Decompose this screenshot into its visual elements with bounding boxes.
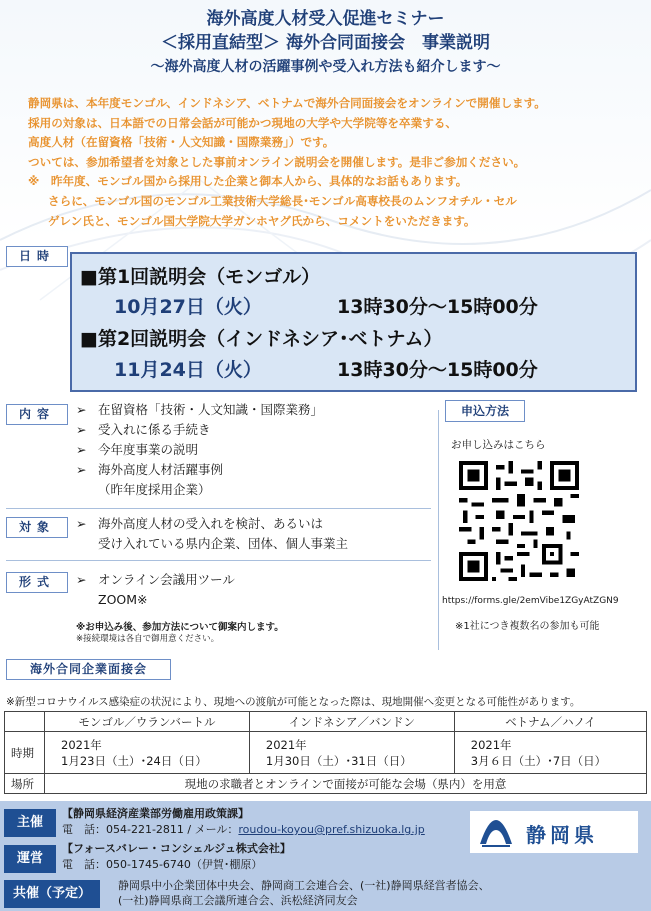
list-item: ➢ 受入れに係る手続き (76, 420, 323, 440)
qr-code-icon[interactable] (459, 461, 579, 581)
session2-title: ■第2回説明会（インドネシア･ベトナム） (80, 328, 443, 350)
divider (6, 508, 431, 509)
format-label: 形式 (6, 572, 68, 593)
schedule-box (70, 252, 637, 392)
list-item: ➢ 海外高度人材活躍事例 (76, 460, 323, 480)
apply-label: 申込方法 (445, 400, 525, 422)
arrow-bullet-icon: ➢ (76, 572, 87, 587)
list-item-note: （昨年度採用企業） (98, 482, 211, 497)
intro-line: ゲレン氏と、モンゴル国大学院大学ガンホヤグ氏から、コメントをいただきます。 (48, 213, 476, 228)
table-header: ベトナム／ハノイ (454, 712, 646, 732)
apply-note: ※1社につき複数名の参加も可能 (455, 621, 600, 632)
interview-label: 海外合同企業面接会 (6, 659, 171, 680)
seminar-tagline: ～海外高度人材の活躍事例や受入れ方法も紹介します～ (150, 59, 501, 75)
intro-line: 静岡県は、本年度モンゴル、インドネシア、ベトナムで海外合同面接会をオンラインで開催します。 (28, 96, 546, 110)
table-cell: 現地の求職者とオンラインで面接が可能な会場（県内）を用意 (45, 774, 647, 794)
operator-label: 運営 (4, 845, 56, 873)
seminar-subtitle: ＜採用直結型＞ 海外合同面接会 事業説明 (161, 33, 490, 53)
format-text: ➢ オンライン会議用ツール ZOOM※ (76, 572, 235, 607)
table-header: インドネシア／バンドン (249, 712, 454, 732)
vertical-divider (438, 410, 439, 650)
table-cell: 2021年 1月30日（土）･31日（日） (249, 732, 454, 774)
session1-title: ■第1回説明会（モンゴル） (80, 266, 321, 288)
arrow-bullet-icon: ➢ (76, 402, 87, 417)
prefecture-logo (470, 811, 638, 853)
shizuoka-emblem-icon (476, 816, 516, 848)
list-item: ➢ 在留資格「技術・人文知識・国際業務」 (76, 400, 323, 420)
apply-url-link[interactable]: https://forms.gle/2emVibe1ZGyAtZGN9 (442, 596, 619, 606)
host-label: 主催 (4, 809, 56, 837)
logo-text: 静岡県 (526, 823, 598, 847)
session2-time: 13時30分～15時00分 (337, 359, 538, 381)
content-list (76, 400, 323, 500)
target-text: ➢ 海外高度人材の受入れを検討、あるいは 受け入れている県内企業、団体、個人事業主 (76, 516, 349, 551)
format-note-2: ※接続環境は各自で御用意ください。 (76, 634, 220, 644)
list-item: ➢ 今年度事業の説明 (76, 440, 323, 460)
interview-note: ※新型コロナウイルス感染症の状況により、現地への渡航が可能となった際は、現地開催へ変更となる可能性があります。 (6, 696, 581, 708)
divider (6, 560, 431, 561)
table-row (5, 712, 647, 732)
host-name: 【静岡県経済産業部労働雇用政策課】 (62, 807, 249, 820)
intro-line: 採用の対象は、日本語での日常会話が可能かつ現地の大学や大学院等を卒業する、 (28, 115, 457, 130)
host-email-link[interactable]: roudou-koyou@pref.shizuoka.lg.jp (238, 823, 425, 836)
session2-date: 11月24日（火） (114, 359, 262, 381)
row-label: 時期 (5, 732, 45, 774)
apply-text: お申し込みはこちら (451, 439, 546, 451)
arrow-bullet-icon: ➢ (76, 442, 87, 457)
table-row (5, 732, 647, 774)
arrow-bullet-icon: ➢ (76, 516, 87, 531)
session1-time: 13時30分～15時00分 (337, 296, 538, 318)
format-note-1: ※お申込み後、参加方法について御案内します。 (76, 622, 284, 633)
table-cell (5, 712, 45, 732)
arrow-bullet-icon: ➢ (76, 462, 87, 477)
content-label: 内容 (6, 404, 68, 425)
table-cell: 2021年 1月23日（土）･24日（日） (45, 732, 250, 774)
operator-name: 【フォースバレー・コンシェルジュ株式会社】 (62, 842, 291, 855)
cosponsor-label: 共催（予定） (4, 880, 100, 908)
interview-table (4, 711, 647, 794)
host-contact: 電 話：054-221-2811 / メール：roudou-koyou@pref.shizuoka.lg.jp (62, 823, 425, 836)
table-row (5, 774, 647, 794)
session1-date: 10月27日（火） (114, 296, 262, 318)
schedule-label: 日時 (6, 246, 68, 267)
intro-line: ついては、参加希望者を対象とした事前オンライン説明会を開催します。是非ご参加ください。 (28, 154, 526, 169)
arrow-bullet-icon: ➢ (76, 422, 87, 437)
table-header: モンゴル／ウランバートル (45, 712, 250, 732)
intro-line: さらに、モンゴル国のモンゴル工業技術大学総長･モンゴル高専校長のムンフオチル・セル (48, 193, 517, 208)
intro-line: 高度人材（在留資格「技術・人文知識・国際業務」）です。 (28, 135, 335, 150)
cosponsor-line-1: 静岡県中小企業団体中央会、静岡商工会連合会、(一社)静岡県経営者協会、 (118, 879, 490, 892)
seminar-title: 海外高度人材受入促進セミナー (206, 9, 445, 29)
cosponsor-line-2: (一社)静岡県商工会議所連合会、浜松経済同友会 (118, 894, 358, 907)
row-label: 場所 (5, 774, 45, 794)
operator-contact: 電 話：050-1745-6740（伊賀･棚原） (62, 858, 263, 871)
target-label: 対象 (6, 517, 68, 538)
intro-line: ※ 昨年度、モンゴル国から採用した企業と御本人から、具体的なお話もあります。 (28, 174, 468, 189)
intro-text (28, 94, 638, 231)
table-cell: 2021年 3月６日（土）･7日（日） (454, 732, 646, 774)
